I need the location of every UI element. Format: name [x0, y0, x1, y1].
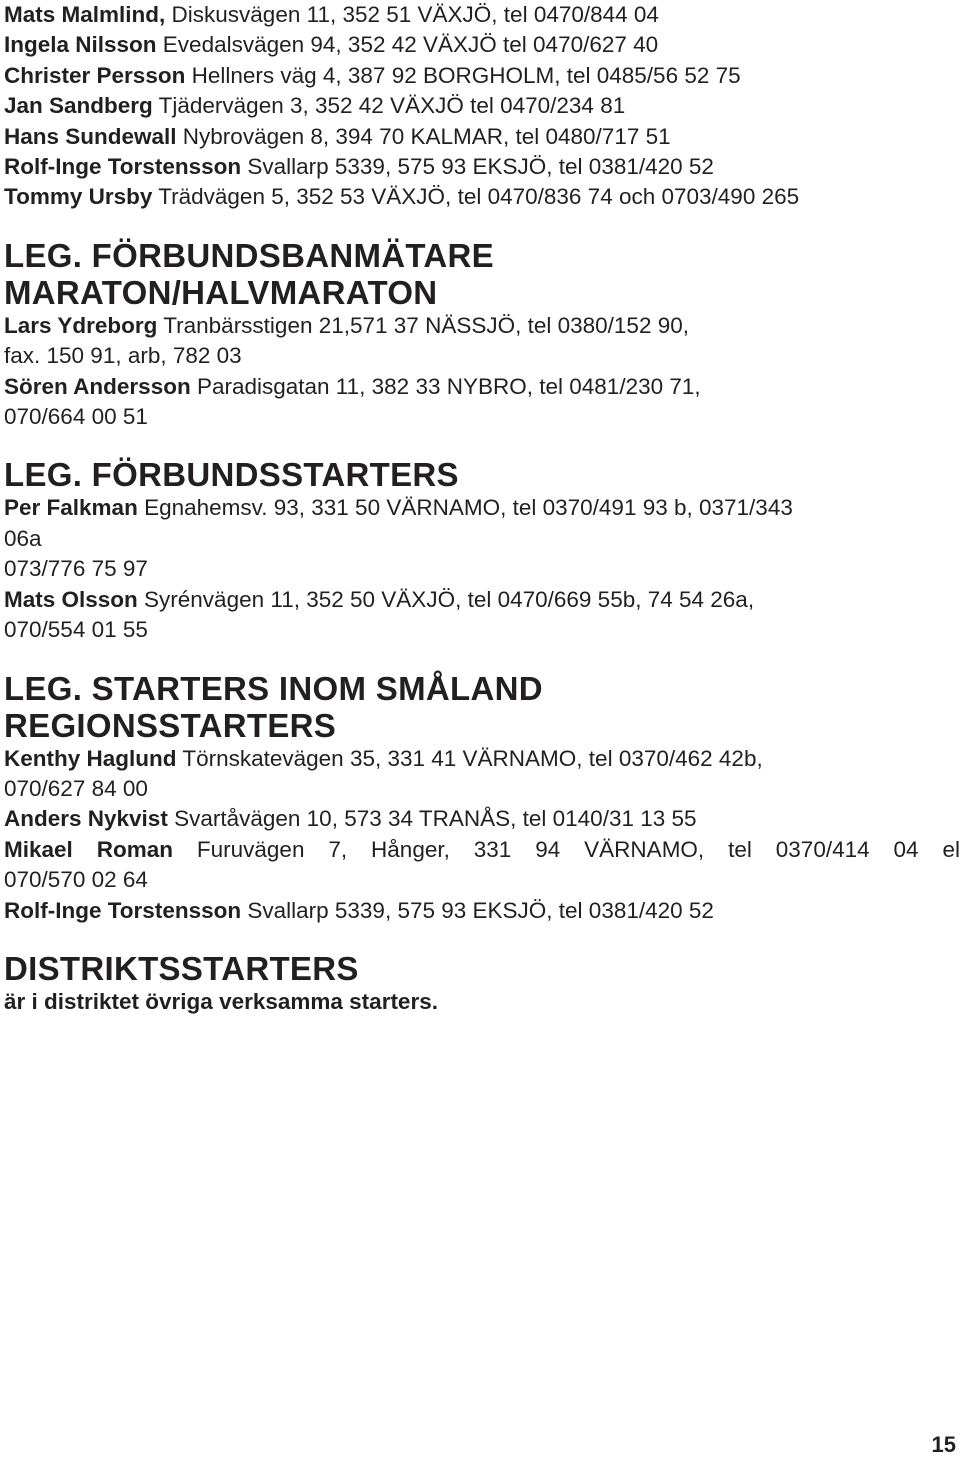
contact-name: Rolf-Inge Torstensson — [4, 154, 242, 180]
page-number: 15 — [931, 1432, 956, 1457]
contact-details: Tjädervägen 3, 352 42 VÄXJÖ tel 0470/234 81 — [152, 93, 626, 119]
contact-details-continued: fax. 150 91, arb, 782 03 — [4, 343, 242, 369]
contact-entry — [4, 0, 960, 30]
section-heading: LEG. FÖRBUNDSSTARTERS — [4, 456, 459, 494]
contact-entry — [4, 372, 960, 402]
contact-name: Sören Andersson — [4, 373, 191, 399]
contact-name: Lars Ydreborg — [4, 312, 158, 338]
section-distrikt — [4, 950, 960, 1017]
section-smaland — [4, 670, 960, 926]
contact-entry — [4, 585, 960, 615]
contact-details: Törnskatevägen 35, 331 41 VÄRNAMO, tel 0370/462 42b, — [176, 745, 763, 771]
contact-name: Mikael Roman — [4, 836, 173, 862]
heading-line: REGIONSSTARTERS — [4, 706, 337, 744]
section-heading — [4, 237, 960, 311]
contact-details-continued: 070/664 00 51 — [4, 404, 148, 430]
section-text: är i distriktet övriga verksamma starters. — [4, 988, 438, 1014]
contact-details: Paradisgatan 11, 382 33 NYBRO, tel 0481/230 71, — [190, 373, 701, 399]
contact-name: Mats Malmlind, — [4, 2, 166, 27]
contact-details: Egnahemsv. 93, 331 50 VÄRNAMO, tel 0370/491 93 b, 0371/343 — [137, 495, 793, 521]
contact-details: Hellners väg 4, 387 92 BORGHOLM, tel 0485/56 52 75 — [185, 62, 741, 88]
contact-details: Svallarp 5339, 575 93 EKSJÖ, tel 0381/420 52 — [241, 897, 714, 923]
contact-details: Tranbärsstigen 21,571 37 NÄSSJÖ, tel 0380/152 90, — [157, 312, 689, 338]
contact-entry — [4, 896, 960, 926]
contact-entry — [4, 835, 960, 865]
contact-details-continued: 070/554 01 55 — [4, 617, 148, 643]
contact-name: Anders Nykvist — [4, 806, 168, 832]
heading-line: LEG. STARTERS INOM SMÅLAND — [4, 669, 543, 707]
document-page — [4, 0, 960, 1017]
section-forbundsstarters — [4, 456, 960, 645]
contact-entry — [4, 91, 960, 121]
heading-line: LEG. FÖRBUNDSBANMÄTARE — [4, 236, 494, 274]
contact-entry — [4, 744, 960, 774]
contact-entry — [4, 30, 960, 60]
contact-details-continued: 06a — [4, 525, 42, 551]
contact-name: Kenthy Haglund — [4, 745, 177, 771]
contact-details-continued: 070/627 84 00 — [4, 775, 148, 801]
contact-name: Mats Olsson — [4, 586, 138, 612]
contact-entry — [4, 311, 960, 341]
contact-details: Syrénvägen 11, 352 50 VÄXJÖ, tel 0470/669 55b, 74 54 26a, — [137, 586, 755, 612]
heading-line: MARATON/HALVMARATON — [4, 273, 438, 311]
contact-details-continued: 073/776 75 97 — [4, 556, 148, 582]
contact-entry — [4, 493, 960, 523]
contact-name: Hans Sundewall — [4, 123, 177, 149]
contact-details: Evedalsvägen 94, 352 42 VÄXJÖ tel 0470/627 40 — [156, 32, 659, 58]
contact-details: Svartåvägen 10, 573 34 TRANÅS, tel 0140/31 13 55 — [167, 806, 697, 832]
section-heading — [4, 670, 960, 744]
contact-entry — [4, 122, 960, 152]
top-contact-list — [4, 0, 960, 213]
contact-entry — [4, 61, 960, 91]
contact-name: Jan Sandberg — [4, 93, 153, 119]
contact-details: Nybrovägen 8, 394 70 KALMAR, tel 0480/717 51 — [176, 123, 671, 149]
contact-details-continued: 070/570 02 64 — [4, 867, 148, 893]
section-heading: DISTRIKTSSTARTERS — [4, 949, 359, 987]
contact-name: Tommy Ursby — [4, 184, 153, 210]
contact-name: Rolf-Inge Torstensson — [4, 897, 242, 923]
contact-name: Per Falkman — [4, 495, 138, 521]
contact-details: Svallarp 5339, 575 93 EKSJÖ, tel 0381/420 52 — [241, 154, 714, 180]
contact-entry — [4, 152, 960, 182]
contact-details: Furuvägen 7, Hånger, 331 94 VÄRNAMO, tel 0370/414 04 el — [172, 836, 960, 862]
contact-entry — [4, 804, 960, 834]
contact-entry — [4, 182, 960, 212]
contact-name: Christer Persson — [4, 62, 186, 88]
section-banmatare — [4, 237, 960, 433]
contact-details: Trädvägen 5, 352 53 VÄXJÖ, tel 0470/836 74 och 0703/490 265 — [152, 184, 800, 210]
contact-details: Diskusvägen 11, 352 51 VÄXJÖ, tel 0470/844 04 — [165, 2, 659, 27]
contact-name: Ingela Nilsson — [4, 32, 157, 58]
